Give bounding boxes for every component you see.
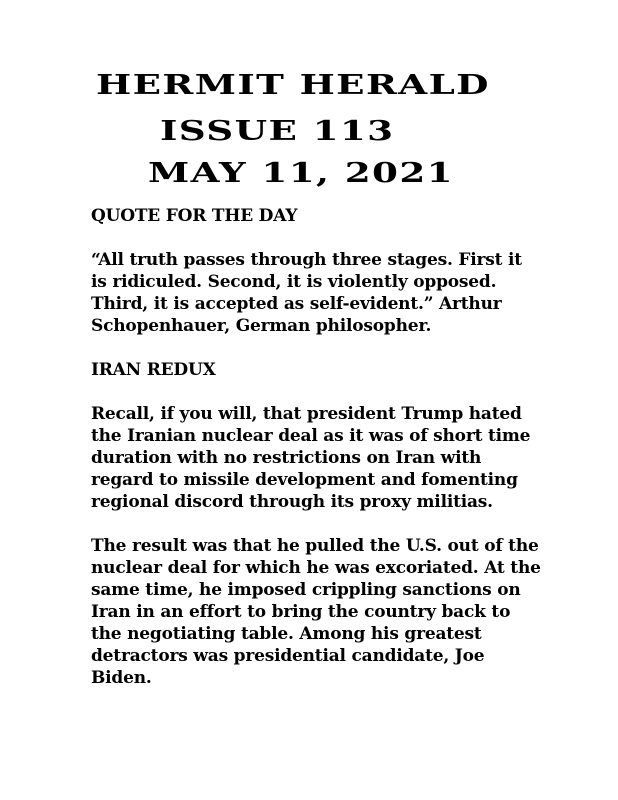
newsletter-title: HERMIT HERALD — [96, 70, 490, 101]
iran-paragraph-2: The result was that he pulled the U.S. out of the nuclear deal for which he was excoriated. At the same time, he imposed crippling sanctions on Iran in an effort to bring the country back to the negotiating table. Among his greatest detractors was presidential candidate, Joe Biden. — [91, 536, 541, 688]
spacer — [91, 381, 541, 403]
iran-paragraph-1: Recall, if you will, that president Trump hated the Iranian nuclear deal as it was of short time duration with no restrictions on Iran with regard to missile development and fomenting regional discord through its proxy militias. — [91, 404, 531, 512]
quote-heading: QUOTE FOR THE DAY — [91, 206, 298, 226]
article-body — [91, 205, 541, 689]
quote-paragraph: “All truth passes through three stages. First it is ridiculed. Second, it is violently opposed. Third, it is accepted as self-evident.” Arthur Schopenhauer, German philosopher. — [91, 250, 522, 336]
iran-heading: IRAN REDUX — [91, 360, 216, 380]
spacer — [91, 337, 541, 359]
spacer — [91, 513, 541, 535]
spacer — [91, 227, 541, 249]
issue-number: ISSUE 113 — [160, 116, 395, 147]
issue-date: MAY 11, 2021 — [148, 158, 454, 189]
